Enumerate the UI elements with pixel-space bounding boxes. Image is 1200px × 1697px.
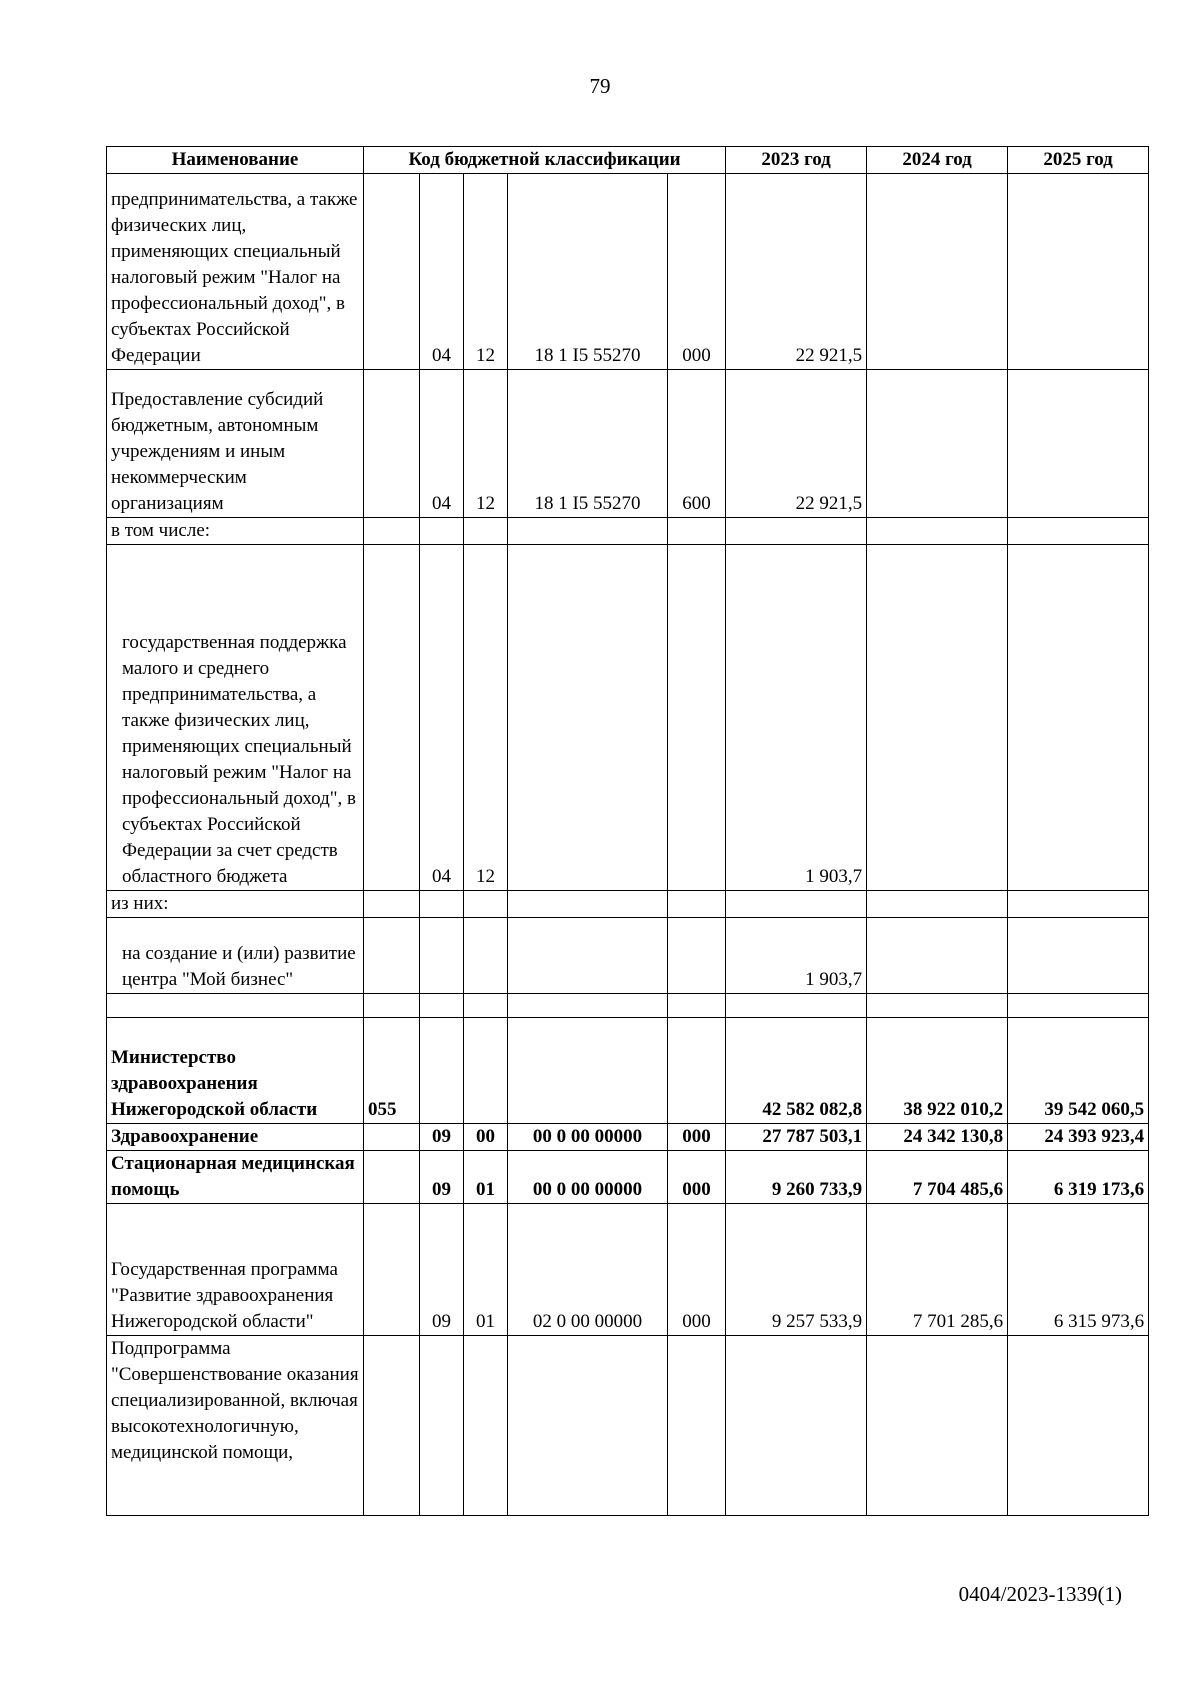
row-name [107, 994, 364, 1018]
row-section: 09 [420, 1204, 464, 1336]
row-name: государственная поддержка малого и среднего предпринимательства, а также физических лиц, применяющих специальный налоговый режим "Налог на профессиональный доход", в субъектах Российской Федерации за счет средств областного бюджета [107, 545, 364, 891]
row-section: 09 [420, 1124, 464, 1151]
table-row [107, 1336, 1149, 1516]
row-ministry [364, 174, 420, 370]
row-subsection: 01 [464, 1204, 508, 1336]
header-code: Код бюджетной классификации [364, 147, 726, 174]
row-2025 [1008, 545, 1149, 891]
row-2023: 1 903,7 [726, 918, 867, 994]
row-section [420, 1336, 464, 1516]
row-ministry: 055 [364, 1018, 420, 1124]
table-header-row [107, 147, 1149, 174]
row-section: 04 [420, 370, 464, 518]
table-row [107, 174, 1149, 370]
row-subsection [464, 1336, 508, 1516]
row-2024: 7 704 485,6 [867, 1151, 1008, 1204]
row-ministry [364, 370, 420, 518]
row-name: Подпрограмма "Совершенствование оказания специализированной, включая высокотехнологичную, медицинской помощи, [107, 1336, 364, 1516]
table-row [107, 545, 1149, 891]
row-subsection: 12 [464, 370, 508, 518]
row-kind: 000 [668, 1204, 726, 1336]
row-2024: 7 701 285,6 [867, 1204, 1008, 1336]
row-ministry [364, 1336, 420, 1516]
row-target: 18 1 I5 55270 [508, 370, 668, 518]
table-row [107, 518, 1149, 545]
table-row [107, 1018, 1149, 1124]
row-target: 02 0 00 00000 [508, 1204, 668, 1336]
row-ministry [364, 545, 420, 891]
row-target [508, 994, 668, 1018]
budget-table [106, 146, 1149, 1516]
row-subsection: 12 [464, 545, 508, 891]
table-row [107, 891, 1149, 918]
row-target [508, 918, 668, 994]
row-kind: 000 [668, 174, 726, 370]
row-2024 [867, 1336, 1008, 1516]
row-subsection [464, 518, 508, 545]
document-number: 0404/2023-1339(1) [958, 1582, 1122, 1606]
row-2025 [1008, 891, 1149, 918]
row-2023 [726, 1336, 867, 1516]
row-section: 04 [420, 174, 464, 370]
row-target [508, 518, 668, 545]
row-target [508, 1018, 668, 1124]
row-subsection [464, 918, 508, 994]
row-subsection: 00 [464, 1124, 508, 1151]
row-2025: 39 542 060,5 [1008, 1018, 1149, 1124]
row-target [508, 1336, 668, 1516]
table-row [107, 1204, 1149, 1336]
row-2023: 22 921,5 [726, 174, 867, 370]
row-2023: 9 260 733,9 [726, 1151, 867, 1204]
row-2024 [867, 918, 1008, 994]
table-row [107, 370, 1149, 518]
table-row [107, 994, 1149, 1018]
header-2023: 2023 год [726, 147, 867, 174]
row-section: 04 [420, 545, 464, 891]
table-row [107, 1151, 1149, 1204]
row-2025: 24 393 923,4 [1008, 1124, 1149, 1151]
row-2023: 27 787 503,1 [726, 1124, 867, 1151]
row-2024: 24 342 130,8 [867, 1124, 1008, 1151]
row-2025 [1008, 174, 1149, 370]
header-name: Наименование [107, 147, 364, 174]
row-name: Министерство здравоохранения Нижегородской области [107, 1018, 364, 1124]
table-row [107, 1124, 1149, 1151]
table-row [107, 918, 1149, 994]
row-name: на создание и (или) развитие центра "Мой бизнес" [107, 918, 364, 994]
row-kind [668, 918, 726, 994]
row-2025 [1008, 1336, 1149, 1516]
row-kind: 000 [668, 1151, 726, 1204]
row-2025 [1008, 994, 1149, 1018]
row-2024: 38 922 010,2 [867, 1018, 1008, 1124]
row-2023: 42 582 082,8 [726, 1018, 867, 1124]
row-ministry [364, 994, 420, 1018]
row-kind [668, 1018, 726, 1124]
row-section [420, 518, 464, 545]
row-section [420, 1018, 464, 1124]
row-2023 [726, 891, 867, 918]
row-ministry [364, 1124, 420, 1151]
row-kind [668, 518, 726, 545]
row-2025 [1008, 518, 1149, 545]
header-2025: 2025 год [1008, 147, 1149, 174]
row-subsection [464, 994, 508, 1018]
row-ministry [364, 1204, 420, 1336]
row-name: в том числе: [107, 518, 364, 545]
row-2023: 9 257 533,9 [726, 1204, 867, 1336]
page-number: 79 [589, 74, 611, 98]
row-section [420, 994, 464, 1018]
row-2025 [1008, 370, 1149, 518]
row-section [420, 918, 464, 994]
row-name: из них: [107, 891, 364, 918]
row-2023 [726, 518, 867, 545]
row-kind [668, 545, 726, 891]
row-name: предпринимательства, а также физических лиц, применяющих специальный налоговый режим "Налог на профессиональный доход", в субъектах Российской Федерации [107, 174, 364, 370]
row-subsection: 01 [464, 1151, 508, 1204]
row-2025 [1008, 918, 1149, 994]
row-2024 [867, 545, 1008, 891]
row-2024 [867, 994, 1008, 1018]
row-section: 09 [420, 1151, 464, 1204]
row-kind [668, 1336, 726, 1516]
row-target: 00 0 00 00000 [508, 1151, 668, 1204]
row-section [420, 891, 464, 918]
row-kind [668, 891, 726, 918]
row-subsection: 12 [464, 174, 508, 370]
row-subsection [464, 891, 508, 918]
row-2025: 6 315 973,6 [1008, 1204, 1149, 1336]
row-2025: 6 319 173,6 [1008, 1151, 1149, 1204]
row-kind [668, 994, 726, 1018]
row-2024 [867, 518, 1008, 545]
row-kind: 000 [668, 1124, 726, 1151]
row-ministry [364, 918, 420, 994]
row-name: Здравоохранение [107, 1124, 364, 1151]
row-name: Государственная программа "Развитие здравоохранения Нижегородской области" [107, 1204, 364, 1336]
row-ministry [364, 518, 420, 545]
row-ministry [364, 1151, 420, 1204]
row-target: 00 0 00 00000 [508, 1124, 668, 1151]
row-2023 [726, 994, 867, 1018]
row-2023: 1 903,7 [726, 545, 867, 891]
row-kind: 600 [668, 370, 726, 518]
row-subsection [464, 1018, 508, 1124]
row-ministry [364, 891, 420, 918]
row-2024 [867, 174, 1008, 370]
row-2023: 22 921,5 [726, 370, 867, 518]
row-name: Стационарная медицинская помощь [107, 1151, 364, 1204]
row-target: 18 1 I5 55270 [508, 174, 668, 370]
header-2024: 2024 год [867, 147, 1008, 174]
row-2024 [867, 891, 1008, 918]
row-target [508, 545, 668, 891]
row-name: Предоставление субсидий бюджетным, автономным учреждениям и иным некоммерческим организациям [107, 370, 364, 518]
row-2024 [867, 370, 1008, 518]
row-target [508, 891, 668, 918]
